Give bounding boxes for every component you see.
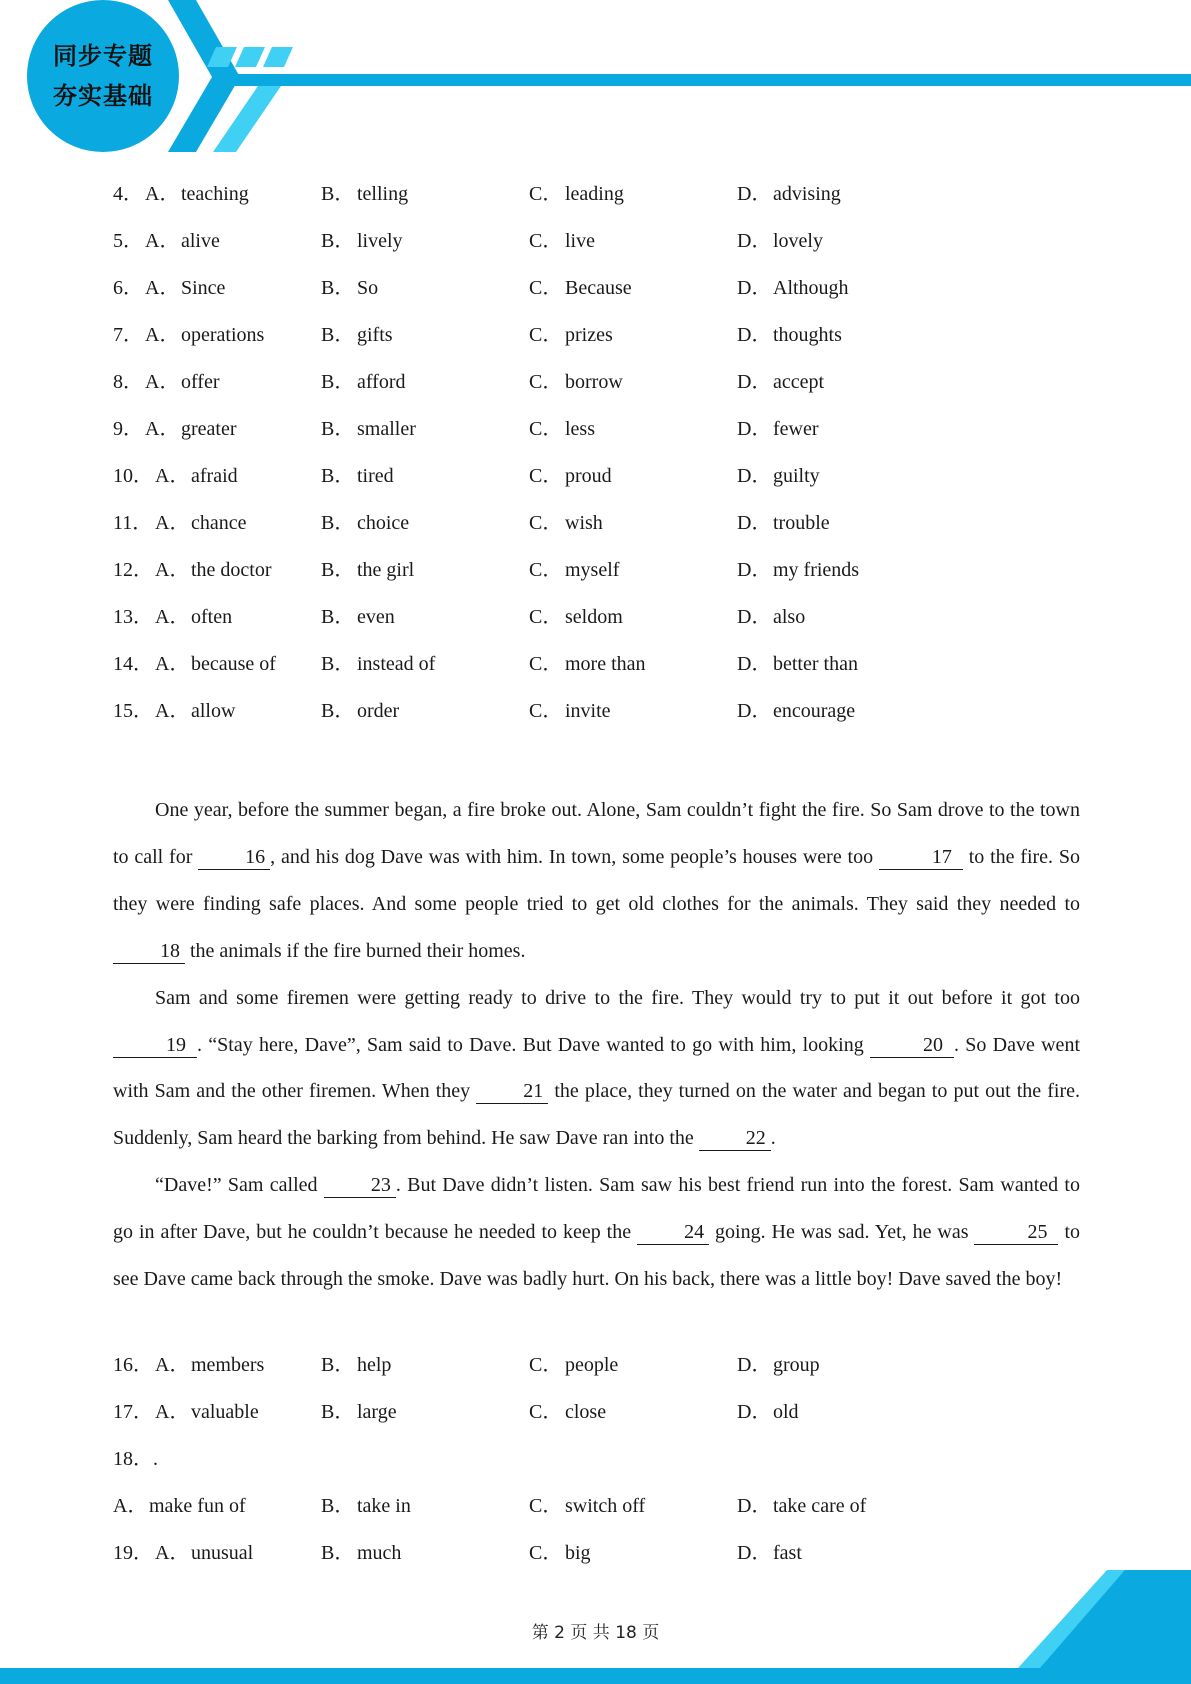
option-letter: A． <box>155 606 190 628</box>
question-row-4 <box>0 179 1191 209</box>
passage-text: , and his dog Dave was with him. In town, some people’s houses were too <box>270 845 879 868</box>
option-text: members <box>191 1354 265 1376</box>
option-text: chance <box>191 512 247 534</box>
option-d <box>737 555 859 585</box>
option-text: because of <box>191 653 276 675</box>
footer-bar <box>0 1668 1191 1684</box>
option-text: also <box>773 606 806 628</box>
option-letter: A． <box>145 324 180 346</box>
option-letter: C． <box>529 371 563 393</box>
option-letter: D． <box>737 230 772 252</box>
option-letter: A． <box>145 418 180 440</box>
option-text: gifts <box>357 324 393 346</box>
question-number: 19． <box>113 1542 153 1564</box>
passage-text: One year, before the summer began, a fire broke out. Alone, Sam couldn’t fight the fire. So Sam drove to the town to call for <box>113 799 1080 868</box>
question-number: 16． <box>113 1354 153 1376</box>
option-letter: B． <box>321 512 355 534</box>
option-b <box>321 649 435 679</box>
option-text: often <box>191 606 233 628</box>
badge-line-1: 同步专题 <box>53 42 153 70</box>
option-b <box>321 179 408 209</box>
option-letter: A． <box>145 183 180 205</box>
header-bar <box>228 74 1191 86</box>
option-c <box>529 1350 618 1380</box>
passage-text: . But Dave didn’t listen. Sam saw his best friend run into the forest. Sam wanted to go in after Dave, but he couldn’t because he needed to keep the <box>113 1174 1080 1244</box>
blank-18: 18 <box>113 939 185 964</box>
option-text: prizes <box>565 324 613 346</box>
option-text: teaching <box>181 183 249 205</box>
option-d <box>737 320 842 350</box>
option-letter: A． <box>155 465 190 487</box>
option-letter: D． <box>737 324 772 346</box>
option-letter: A． <box>155 1401 190 1423</box>
option-letter: B． <box>321 465 355 487</box>
header-slash-2 <box>235 47 265 67</box>
option-letter: D． <box>737 465 772 487</box>
option-a <box>113 555 272 585</box>
question-row-8 <box>0 367 1191 397</box>
option-letter: C． <box>529 1354 563 1376</box>
option-letter: C． <box>529 559 563 581</box>
option-d <box>737 226 823 256</box>
option-letter: B． <box>321 324 355 346</box>
option-text: make fun of <box>149 1495 246 1517</box>
question-row-17 <box>0 1397 1191 1427</box>
option-letter: B． <box>321 1542 355 1564</box>
question-row-18-label <box>0 1444 1191 1474</box>
option-d <box>737 1397 799 1427</box>
passage-text: the place, they turned on the water and began to put out the fire. Suddenly, Sam heard the barking from behind. He saw Dave ran into the <box>113 1080 1081 1150</box>
question-number: 14． <box>113 653 153 675</box>
option-text: fast <box>773 1542 802 1564</box>
blank-20: 20 <box>870 1033 954 1058</box>
option-b <box>321 508 409 538</box>
option-text: valuable <box>191 1401 259 1423</box>
option-text: trouble <box>773 512 830 534</box>
option-letter: C． <box>529 183 563 205</box>
question-number: 12． <box>113 559 153 581</box>
question-row-15 <box>0 696 1191 726</box>
option-text: take in <box>357 1495 411 1517</box>
option-text: So <box>357 277 379 299</box>
option-text: advising <box>773 183 841 205</box>
option-c <box>529 414 595 444</box>
option-text: close <box>565 1401 607 1423</box>
passage-text: Sam and some firemen were getting ready to drive to the fire. They would try to put it out before it got too <box>155 986 1080 1009</box>
option-d <box>737 179 841 209</box>
option-letter: C． <box>529 653 563 675</box>
question-row-9 <box>0 414 1191 444</box>
option-b <box>321 1491 411 1521</box>
option-a <box>113 508 247 538</box>
option-letter: D． <box>737 418 772 440</box>
option-a <box>113 1491 246 1521</box>
option-c <box>529 555 619 585</box>
option-a <box>113 696 235 726</box>
option-letter: C． <box>529 606 563 628</box>
passage-text: to the fire. So they were finding safe places. And some people tried to get old clothes for the animals. They said they needed to <box>113 845 1080 915</box>
option-text: guilty <box>773 465 820 487</box>
blank-24: 24 <box>637 1220 709 1245</box>
option-a <box>113 414 237 444</box>
option-c <box>529 226 595 256</box>
page-number: 第 2 页 共 18 页 <box>531 1623 660 1643</box>
option-text: telling <box>357 183 409 205</box>
option-letter: A． <box>145 277 180 299</box>
option-d <box>737 367 824 397</box>
option-letter: D． <box>737 1401 772 1423</box>
option-letter: D． <box>737 512 772 534</box>
option-letter: C． <box>529 1401 563 1423</box>
option-text: switch off <box>565 1495 646 1517</box>
option-text: Because <box>565 277 632 299</box>
option-letter: A． <box>155 1542 190 1564</box>
option-b <box>321 461 394 491</box>
option-a <box>113 273 225 303</box>
option-d <box>737 1491 866 1521</box>
option-text: smaller <box>357 418 416 440</box>
option-d <box>737 414 819 444</box>
option-text: people <box>565 1354 619 1376</box>
option-letter: D． <box>737 371 772 393</box>
question-row-6 <box>0 273 1191 303</box>
option-text: borrow <box>565 371 623 393</box>
option-text: greater <box>181 418 237 440</box>
option-letter: B． <box>321 1354 355 1376</box>
header-slash-3 <box>263 47 293 67</box>
option-letter: C． <box>529 1542 563 1564</box>
option-b <box>321 320 393 350</box>
option-a <box>113 649 276 679</box>
option-letter: C． <box>529 512 563 534</box>
option-letter: A． <box>155 1354 190 1376</box>
option-text: myself <box>565 559 620 581</box>
option-text: the girl <box>357 559 415 581</box>
option-letter: A． <box>155 512 190 534</box>
blank-25: 25 <box>974 1220 1058 1245</box>
option-letter: A． <box>113 1495 148 1517</box>
option-letter: D． <box>737 1354 772 1376</box>
option-a <box>113 1350 264 1380</box>
option-c <box>529 179 624 209</box>
passage-paragraph-3 <box>113 1162 1080 1303</box>
option-b <box>321 602 395 632</box>
passage-text: to see Dave came back through the smoke. Dave was badly hurt. On his back, there was a little boy! Dave saved the boy! <box>113 1221 1080 1291</box>
option-text: group <box>773 1354 820 1376</box>
option-text: proud <box>565 465 612 487</box>
option-text: unusual <box>191 1542 254 1564</box>
option-text: wish <box>565 512 603 534</box>
option-text: take care of <box>773 1495 867 1517</box>
passage-text: “Dave!” Sam called <box>155 1174 324 1197</box>
question-number: 18．. <box>113 1448 158 1470</box>
option-text: alive <box>181 230 220 252</box>
option-letter: D． <box>737 700 772 722</box>
option-letter: A． <box>155 559 190 581</box>
option-text: much <box>357 1542 402 1564</box>
option-letter: C． <box>529 324 563 346</box>
option-text: lovely <box>773 230 823 252</box>
question-row-13 <box>0 602 1191 632</box>
option-text: leading <box>565 183 624 205</box>
question-number: 13． <box>113 606 153 628</box>
option-text: offer <box>181 371 220 393</box>
option-text: my friends <box>773 559 860 581</box>
question-number: 17． <box>113 1401 153 1423</box>
option-text: invite <box>565 700 611 722</box>
option-b <box>321 414 416 444</box>
option-b <box>321 696 399 726</box>
option-text: big <box>565 1542 591 1564</box>
option-text: accept <box>773 371 825 393</box>
option-d <box>737 1350 820 1380</box>
option-text: instead of <box>357 653 436 675</box>
passage-text: going. He was sad. Yet, he was <box>709 1221 975 1244</box>
passage-text: . <box>770 1127 776 1150</box>
option-c <box>529 273 632 303</box>
question-number: 8． <box>113 371 143 393</box>
option-letter: B． <box>321 1401 355 1423</box>
option-text: fewer <box>773 418 819 440</box>
option-text: Since <box>181 277 226 299</box>
passage-paragraph-1 <box>113 787 1080 975</box>
option-text: large <box>357 1401 397 1423</box>
question-row-18 <box>0 1491 1191 1521</box>
option-b <box>321 555 414 585</box>
option-c <box>529 508 603 538</box>
option-letter: B． <box>321 277 355 299</box>
option-c <box>529 649 646 679</box>
option-text: more than <box>565 653 646 675</box>
option-letter: B． <box>321 230 355 252</box>
option-letter: B． <box>321 183 355 205</box>
option-text: operations <box>181 324 265 346</box>
option-d <box>737 696 855 726</box>
option-b <box>321 1350 391 1380</box>
option-text: seldom <box>565 606 623 628</box>
option-d <box>737 649 858 679</box>
blank-23: 23 <box>324 1173 396 1198</box>
option-text: encourage <box>773 700 856 722</box>
option-letter: C． <box>529 465 563 487</box>
option-letter: B． <box>321 700 355 722</box>
option-letter: D． <box>737 1542 772 1564</box>
option-letter: A． <box>145 230 180 252</box>
option-d <box>737 508 830 538</box>
option-c <box>529 1397 606 1427</box>
option-letter: D． <box>737 1495 772 1517</box>
option-text: choice <box>357 512 410 534</box>
option-text: less <box>565 418 595 440</box>
blank-16: 16 <box>198 845 270 870</box>
option-a <box>113 1397 259 1427</box>
option-text: old <box>773 1401 799 1423</box>
option-letter: C． <box>529 1495 563 1517</box>
option-a <box>113 320 264 350</box>
question-row-10 <box>0 461 1191 491</box>
passage-text: . So Dave went with Sam and the other firemen. When they <box>113 1033 1080 1103</box>
option-c <box>529 367 623 397</box>
option-text: order <box>357 700 400 722</box>
question-number: 5． <box>113 230 143 252</box>
option-letter: B． <box>321 559 355 581</box>
option-letter: D． <box>737 277 772 299</box>
option-letter: B． <box>321 653 355 675</box>
option-letter: B． <box>321 418 355 440</box>
option-letter: D． <box>737 606 772 628</box>
option-text: lively <box>357 230 403 252</box>
header-badge <box>27 0 179 152</box>
option-text: Although <box>773 277 849 299</box>
option-d <box>737 273 849 303</box>
option-b <box>321 226 403 256</box>
question-row-11 <box>0 508 1191 538</box>
question-row-5 <box>0 226 1191 256</box>
option-text: afraid <box>191 465 238 487</box>
option-text: afford <box>357 371 406 393</box>
option-c <box>529 1491 645 1521</box>
option-letter: D． <box>737 559 772 581</box>
question-number: 6． <box>113 277 143 299</box>
option-letter: B． <box>321 606 355 628</box>
option-letter: D． <box>737 653 772 675</box>
option-a <box>113 179 249 209</box>
option-b <box>321 273 378 303</box>
reading-passage <box>113 787 1080 1303</box>
question-number: 10． <box>113 465 153 487</box>
option-letter: C． <box>529 230 563 252</box>
option-letter: C． <box>529 418 563 440</box>
option-letter: A． <box>155 653 190 675</box>
option-b <box>321 367 406 397</box>
blank-21: 21 <box>476 1079 548 1104</box>
option-c <box>529 602 623 632</box>
option-d <box>737 461 820 491</box>
option-letter: C． <box>529 277 563 299</box>
blank-17: 17 <box>879 845 963 870</box>
option-text: help <box>357 1354 392 1376</box>
option-c <box>529 320 613 350</box>
option-letter: D． <box>737 183 772 205</box>
passage-text: the animals if the fire burned their homes. <box>185 939 526 962</box>
option-text: allow <box>191 700 236 722</box>
option-c <box>529 696 611 726</box>
question-row-16 <box>0 1350 1191 1380</box>
question-number: 9． <box>113 418 143 440</box>
question-row-7 <box>0 320 1191 350</box>
option-letter: B． <box>321 1495 355 1517</box>
option-letter: B． <box>321 371 355 393</box>
option-text: live <box>565 230 595 252</box>
option-a <box>113 226 220 256</box>
question-number: 11． <box>113 512 153 534</box>
option-text: even <box>357 606 395 628</box>
passage-text: . “Stay here, Dave”, Sam said to Dave. But Dave wanted to go with him, looking <box>197 1033 870 1056</box>
option-letter: C． <box>529 700 563 722</box>
option-text: thoughts <box>773 324 842 346</box>
question-row-14 <box>0 649 1191 679</box>
question-number: 15． <box>113 700 153 722</box>
option-a <box>113 461 238 491</box>
option-text: the doctor <box>191 559 272 581</box>
question-row-12 <box>0 555 1191 585</box>
question-number: 7． <box>113 324 143 346</box>
option-d <box>737 602 805 632</box>
option-letter: A． <box>145 371 180 393</box>
option-a <box>113 367 220 397</box>
option-c <box>529 461 612 491</box>
option-text: tired <box>357 465 394 487</box>
option-text: better than <box>773 653 858 675</box>
blank-22: 22 <box>699 1126 771 1151</box>
passage-paragraph-2 <box>113 975 1080 1163</box>
badge-line-2: 夯实基础 <box>53 82 153 110</box>
option-a <box>113 602 232 632</box>
option-b <box>321 1397 397 1427</box>
option-letter: A． <box>155 700 190 722</box>
blank-19: 19 <box>113 1033 197 1058</box>
question-number: 4． <box>113 183 143 205</box>
